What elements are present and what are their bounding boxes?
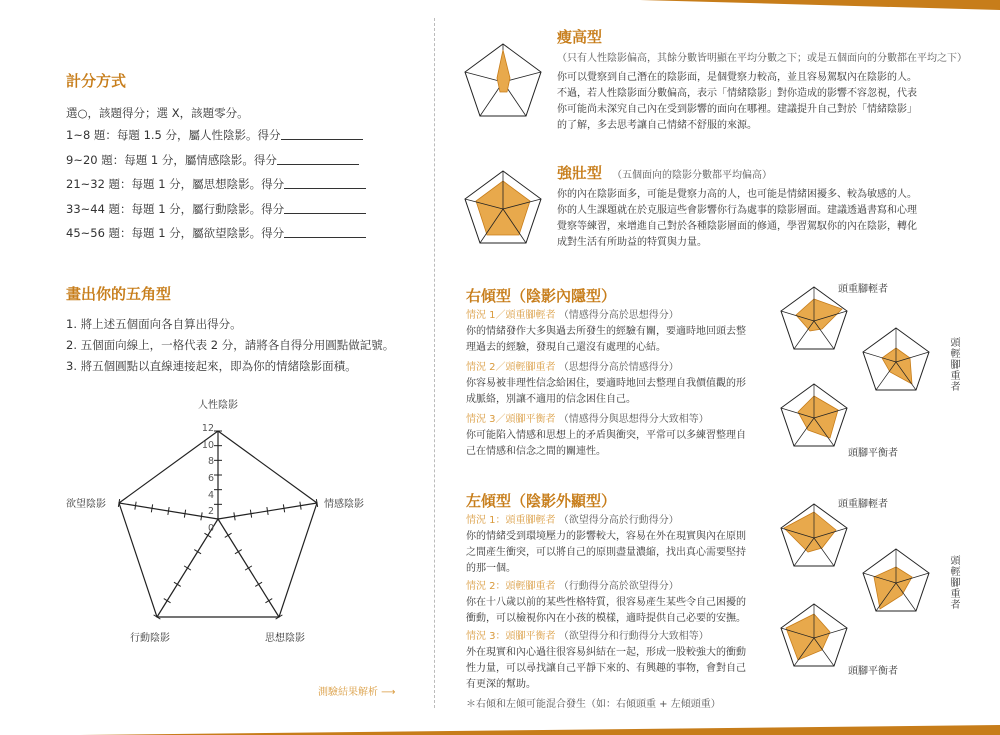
tick-label: 0	[207, 523, 214, 535]
axis-tick	[164, 599, 171, 603]
right-lean-cases	[466, 308, 766, 460]
strong-type-note: （五個面向的陰影分數都平均偏高）	[612, 170, 772, 181]
strong-type-desc: 你的內在陰影面多，可能是覺察力高的人，也可能是情緒困擾多、較為敏感的人。 你的人生課題就在於克服這些會影響你行為處事的陰影層面。建議透過書寫和心理 覺察等練習，來增進自己對於各種陰影層面的修通，學習駕馭你的內在陰影，轉化 成對生活有所助益的特質與力量。	[557, 189, 917, 248]
scoring-title: 計分方式	[66, 72, 127, 90]
axis-tick	[250, 510, 251, 518]
scoring-row: 21~32 題：每題 1 分，屬思想陰影。得分	[66, 174, 366, 199]
right-label-top: 頭重腳輕者	[838, 284, 888, 295]
right-lean-case: 情況 2／頭輕腳重者 （思想得分高於情感得分） 你容易被非理性信念給困住，要適時地回去整理自我價值觀的形 成脈絡，別讓不適用的信念困住自己。	[466, 362, 746, 405]
axis-label-bottom-left: 行動陰影	[130, 633, 170, 644]
scoring-row: 9~20 題：每題 1 分，屬情感陰影。得分	[66, 150, 366, 175]
axis-label-top: 人性陰影	[198, 400, 238, 411]
scoring-row: 33~44 題：每題 1 分，屬行動陰影。得分	[66, 199, 366, 224]
right-lean-case: 情況 3／頭腳平衡者 （情感得分與思想得分大致相等） 你可能陷入情感和思想上的矛盾與衝突，平常可以多練習整理自 己在情感和信念之間的關連性。	[466, 414, 746, 457]
column-divider	[434, 18, 435, 708]
score-blank[interactable]	[284, 226, 366, 238]
score-blank[interactable]	[281, 128, 363, 140]
strong-type-pentagon	[462, 165, 544, 247]
step-item: 2. 五個面向線上，一格代表 2 分，請將各自得分用圓點做記號。	[66, 338, 395, 352]
score-blank[interactable]	[277, 153, 359, 165]
axis-tick	[265, 599, 272, 603]
arrow-right-icon: ⟶	[378, 687, 396, 698]
tick-label: 2	[207, 506, 214, 518]
axis-label-left: 欲望陰影	[66, 499, 106, 510]
left-lean-case: 情況 3：頭腳平衡者 （欲望得分和行動得分大致相等） 外在現實和內心過往很容易糾結在一起，形成一股較強大的衝動 性力量，可以尋找讓自己平靜下來的、有興趣的事物，會對自己 有更深的幫助。	[466, 631, 746, 690]
blank-pentagon-chart	[100, 395, 400, 655]
scoring-list	[66, 125, 366, 248]
step-item: 3. 將五個圓點以直線連接起來，即為你的情緒陰影面積。	[66, 359, 357, 373]
left-lean-footnote: ＊右傾和左傾可能混合發生（如：右傾頭重 + 左傾頭重）	[466, 699, 721, 710]
right-lean-case: 情況 1／頭重腳輕者 （情感得分高於思想得分） 你的情緒發作大多與過去所發生的經驗有關，要適時地回頭去整 理過去的經驗，發現自己還沒有處理的心結。	[466, 310, 746, 353]
axis-tick	[168, 507, 169, 515]
left-heavy-top-pentagon	[778, 500, 850, 570]
axis-tick	[194, 550, 201, 554]
draw-title: 畫出你的五角型	[66, 285, 172, 303]
right-label-side: 頭輕腳重者	[948, 337, 959, 392]
left-label-bottom: 頭腳平衡者	[848, 666, 898, 677]
right-lean-title: 右傾型（陰影內隱型）	[466, 287, 617, 305]
score-blank[interactable]	[284, 177, 366, 189]
score-blank[interactable]	[284, 202, 366, 214]
left-lean-cases	[466, 513, 776, 710]
axis-tick	[234, 512, 235, 520]
left-label-side: 頭輕腳重者	[948, 555, 959, 610]
axis-tick	[135, 502, 136, 510]
axis-tick	[174, 582, 181, 586]
draw-steps	[66, 314, 394, 377]
left-lean-case: 情況 2：頭輕腳重者 （行動得分高於欲望得分） 你在十八歲以前的某些性格特質，很容易產生某些令自己困擾的 衝動，可以檢視你內在小孩的模樣，適時提供自己必要的安撫。	[466, 581, 746, 624]
left-balanced-pentagon	[778, 600, 850, 670]
thin-type-desc: 你可以覺察到自己潛在的陰影面，是個覺察力較高，並且容易駕馭內在陰影的人。 不過，若人性陰影面分數偏高，表示「情緒陰影」對你造成的影響不容忽視，代表 你可能尚未深究自己內在受到影響的面向在哪裡。建議提升自己對於「情緒陰影」 的了解，多去思考讓自己情緒不舒服的來源。	[557, 72, 917, 131]
axis-tick	[283, 504, 284, 512]
tick-label: 10	[201, 439, 214, 451]
left-label-top: 頭重腳輕者	[838, 499, 888, 510]
axis-tick	[184, 566, 191, 570]
right-label-bottom: 頭腳平衡者	[848, 448, 898, 459]
axis-label-bottom-right: 思想陰影	[265, 633, 305, 644]
thin-type-title: 瘦高型	[557, 28, 603, 46]
tick-labels	[194, 423, 214, 540]
left-lean-case: 情況 1：頭重腳輕者 （欲望得分高於行動得分） 你的情緒受到環境壓力的影響較大，容易在外在現實與內在原則 之間產生衝突，可以將自己的原則盡量濃縮，找出真心需要堅持 的那一個。	[466, 515, 746, 574]
tick-label: 8	[207, 456, 214, 468]
axis-label-right: 情感陰影	[324, 499, 364, 510]
right-balanced-pentagon	[778, 380, 850, 450]
axis-tick	[184, 510, 185, 518]
axis-tick	[235, 550, 242, 554]
axis-tick	[267, 507, 268, 515]
left-lean-title: 左傾型（陰影外顯型）	[466, 492, 617, 510]
scoring-row: 45~56 題：每題 1 分，屬欲望陰影。得分	[66, 223, 366, 248]
axis-tick	[255, 582, 262, 586]
scoring-row: 1~8 題：每題 1.5 分，屬人性陰影。得分	[66, 125, 366, 150]
axis-tick	[300, 502, 301, 510]
thin-type-note: （只有人性陰影偏高，其餘分數皆明顯在平均分數之下；或是五個面向的分數都在平均之下）	[557, 53, 967, 64]
strong-type-title: 強壯型	[557, 164, 603, 182]
left-heavy-bottom-pentagon	[860, 545, 932, 615]
right-heavy-bottom-pentagon	[860, 324, 932, 394]
bottom-decor-bar	[0, 713, 1000, 735]
axis-tick	[151, 504, 152, 512]
thin-type-pentagon	[462, 38, 544, 120]
next-page-link[interactable]: 測驗結果解析 ⟶	[318, 687, 396, 698]
tick-label: 4	[207, 489, 214, 501]
tick-label: 6	[207, 473, 214, 485]
step-item: 1. 將上述五個面向各自算出得分。	[66, 317, 242, 331]
top-decor-bar	[0, 0, 1000, 22]
axis-tick	[225, 533, 232, 537]
axis-tick	[245, 566, 252, 570]
scoring-intro: 選○，該題得分；選 X，該題零分。	[66, 106, 249, 120]
tick-label: 12	[201, 423, 214, 434]
